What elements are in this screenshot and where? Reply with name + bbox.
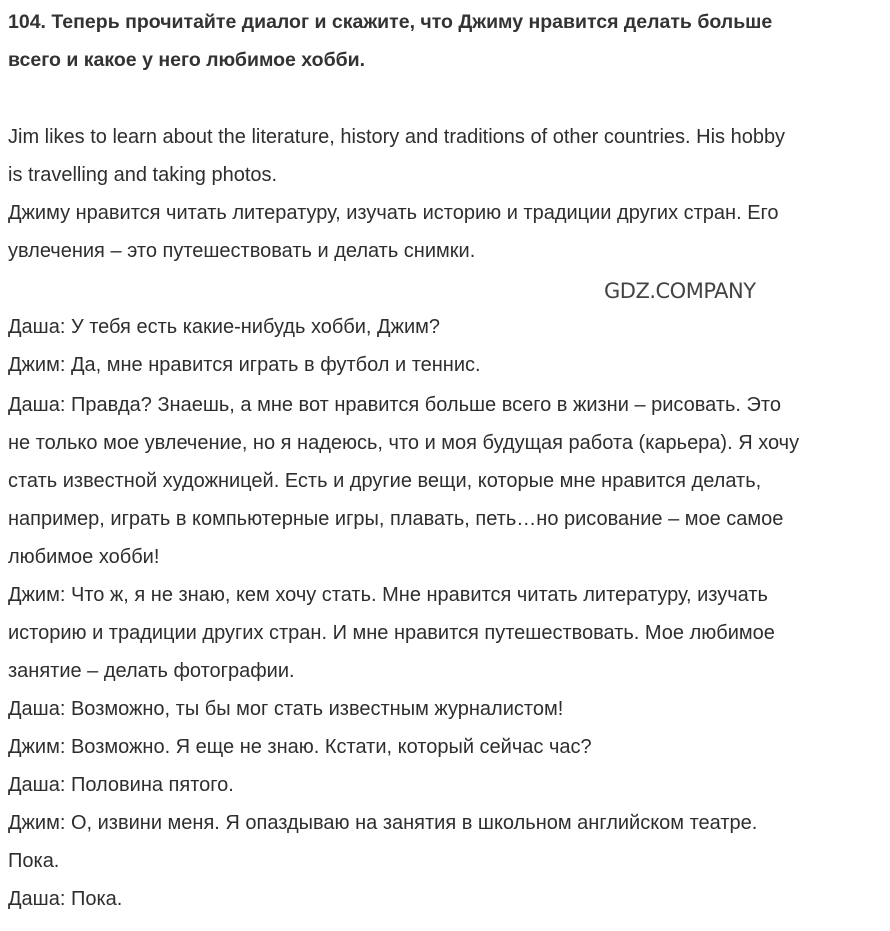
dialog-line: Даша: У тебя есть какие-нибудь хобби, Джим? <box>8 316 441 338</box>
dialog-line: Даша: Половина пятого. <box>8 774 234 796</box>
dialog-line: Джим: Да, мне нравится играть в футбол и теннис. <box>8 354 481 376</box>
answer-line: Джиму нравится читать литературу, изучать историю и традиции других стран. Его <box>8 202 779 224</box>
dialog-line: например, играть в компьютерные игры, плавать, петь…но рисование – мое самое <box>8 508 784 530</box>
answer-line: Jim likes to learn about the literature, history and traditions of other countries. His hobby <box>8 126 786 148</box>
dialog-line: Джим: Что ж, я не знаю, кем хочу стать. Мне нравится читать литературу, изучать <box>8 584 768 606</box>
dialog-line: Пока. <box>8 850 60 872</box>
dialog-line: Даша: Правда? Знаешь, а мне вот нравится больше всего в жизни – рисовать. Это <box>8 394 781 416</box>
dialog-line: Даша: Возможно, ты бы мог стать известным журналистом! <box>8 698 564 720</box>
dialog-line: Джим: Возможно. Я еще не знаю. Кстати, который сейчас час? <box>8 736 592 758</box>
dialog-line: занятие – делать фотографии. <box>8 660 295 682</box>
dialog-line: любимое хобби! <box>8 546 160 568</box>
dialog-line: историю и традиции других стран. И мне нравится путешествовать. Мое любимое <box>8 622 775 644</box>
title-line: всего и какое у него любимое хобби. <box>8 49 366 71</box>
watermark-text: GDZ.COMPANY <box>604 279 756 303</box>
answer-line: увлечения – это путешествовать и делать снимки. <box>8 240 476 262</box>
dialog-line: не только мое увлечение, но я надеюсь, что и моя будущая работа (карьера). Я хочу <box>8 432 800 454</box>
dialog-line: стать известной художницей. Есть и другие вещи, которые мне нравится делать, <box>8 470 762 492</box>
answer-line: is travelling and taking photos. <box>8 164 278 186</box>
dialog-line: Джим: О, извини меня. Я опаздываю на занятия в школьном английском театре. <box>8 812 758 834</box>
title-line: 104. Теперь прочитайте диалог и скажите, что Джиму нравится делать больше <box>8 11 773 33</box>
dialog-line: Даша: Пока. <box>8 888 123 910</box>
